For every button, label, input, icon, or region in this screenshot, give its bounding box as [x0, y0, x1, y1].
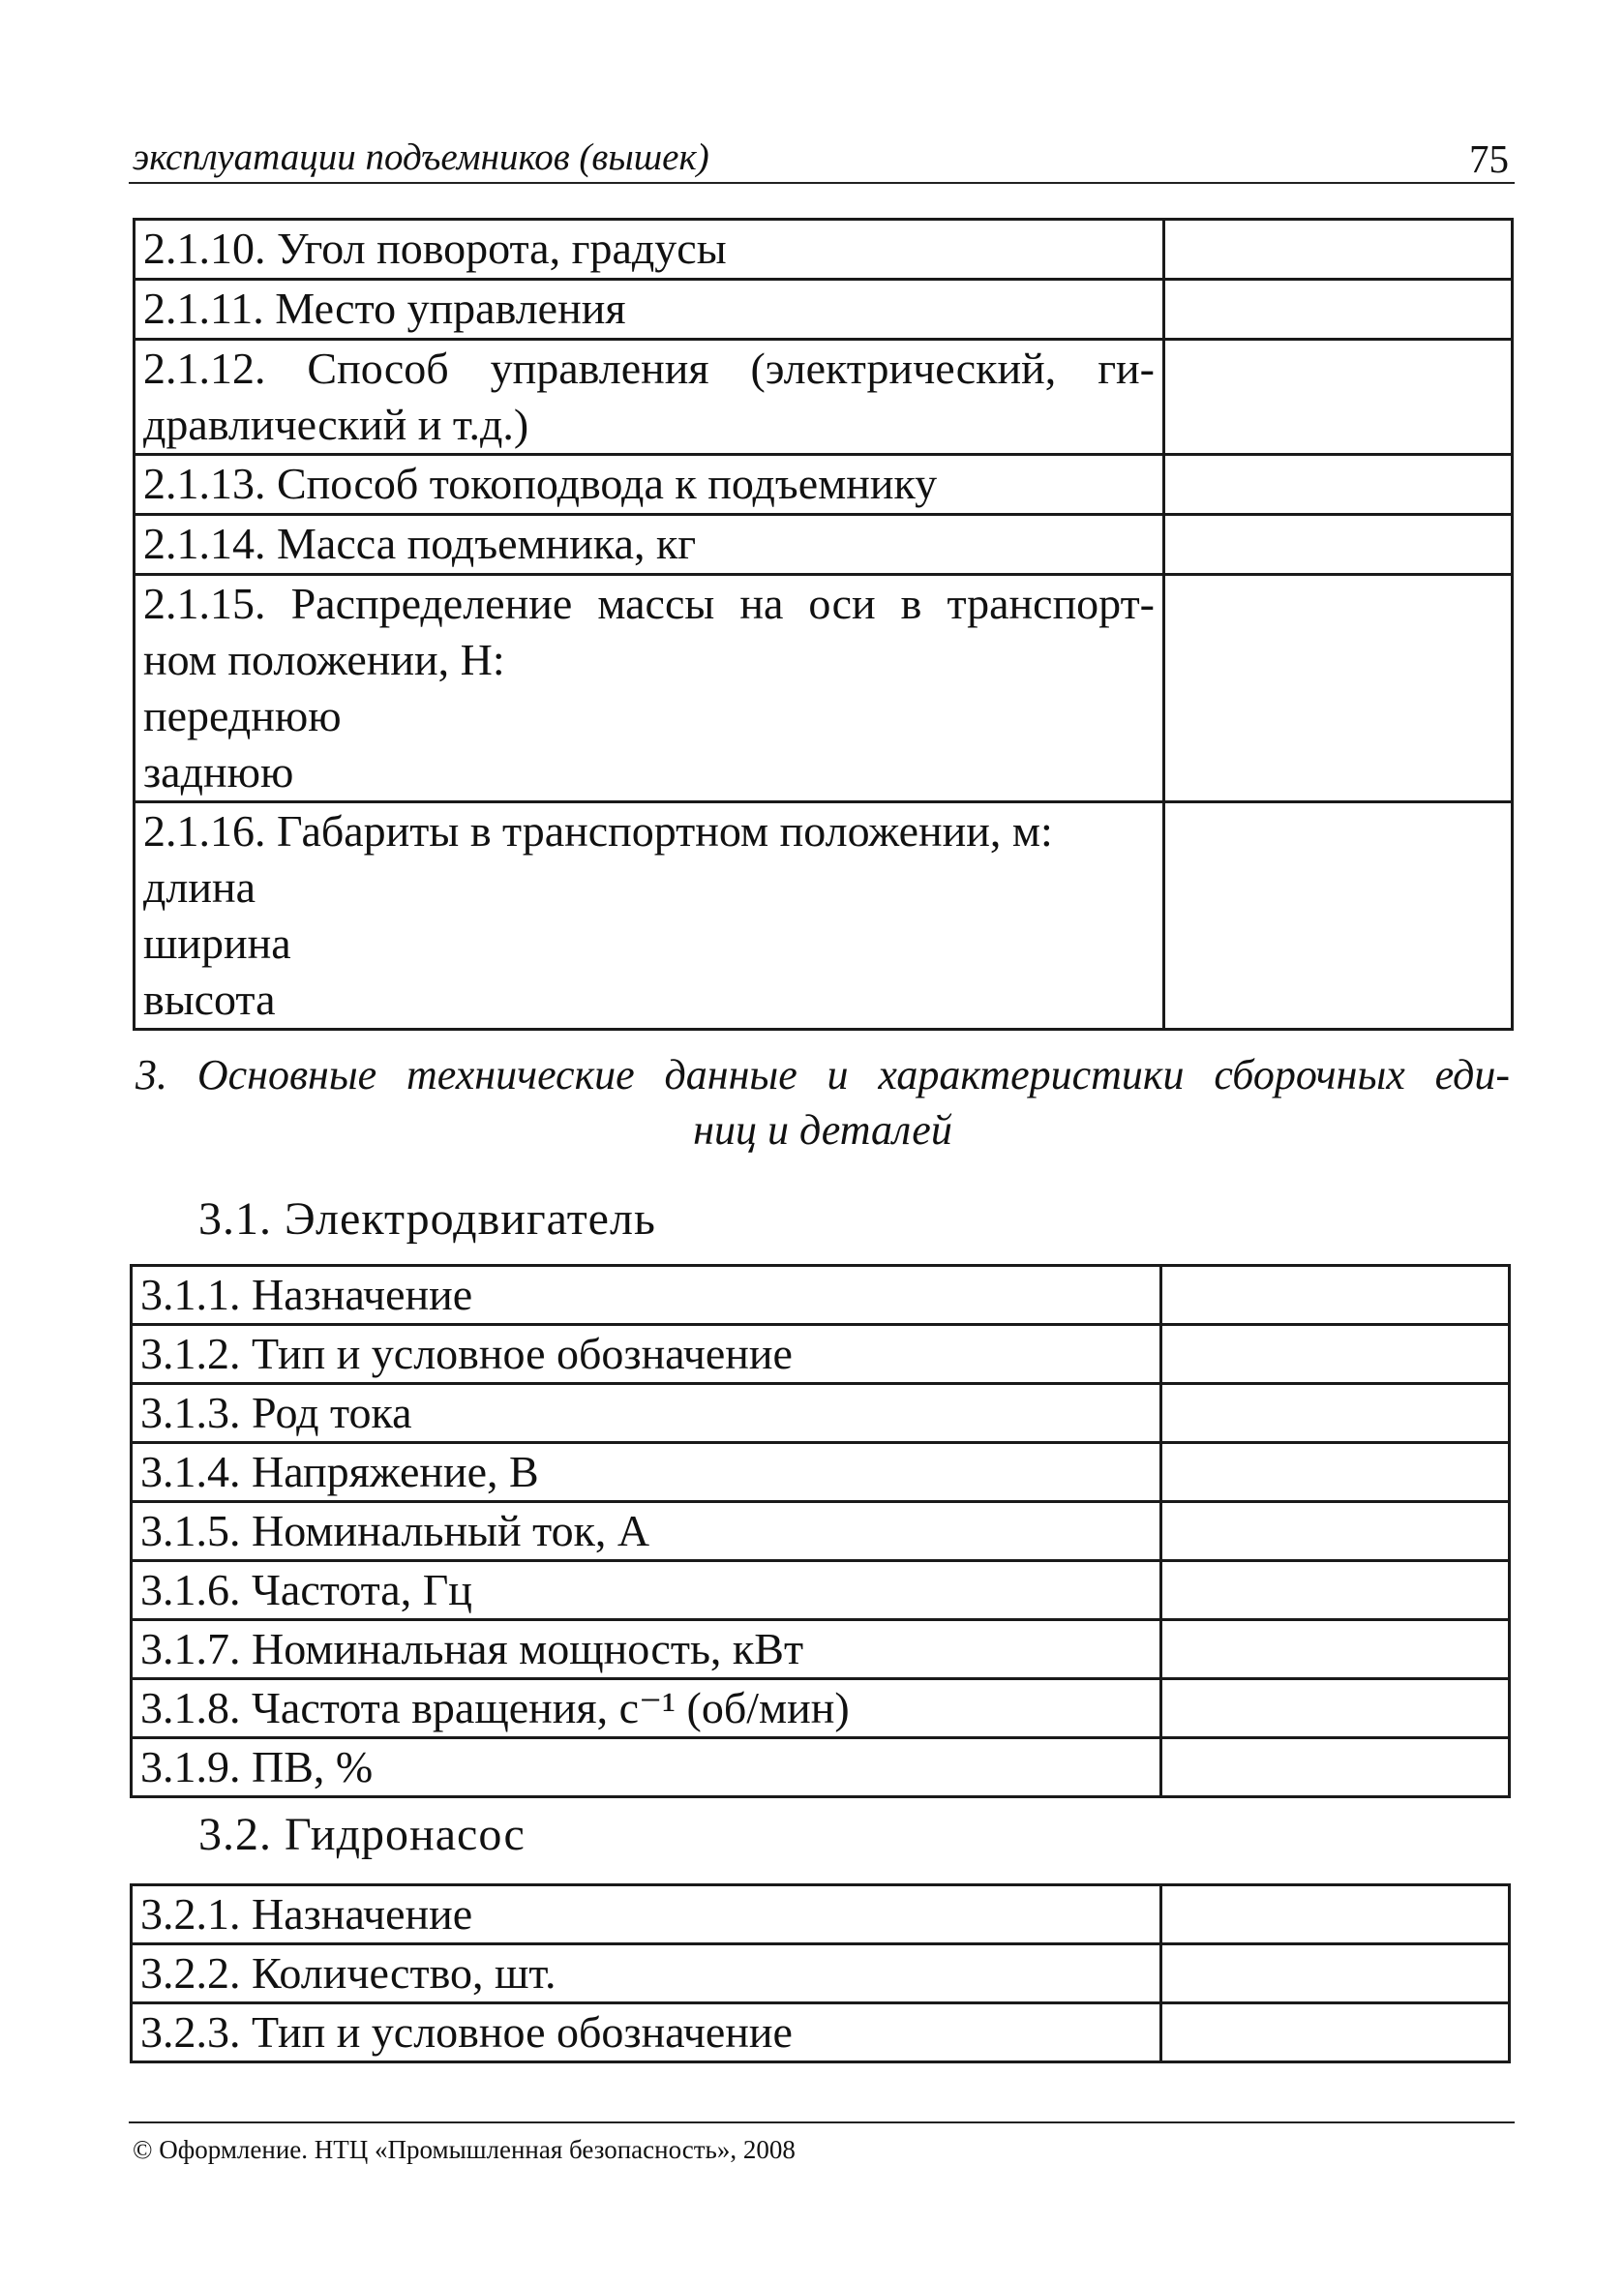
spec-value-cell — [1161, 1561, 1510, 1620]
table-row — [135, 575, 1513, 802]
table-row — [132, 1325, 1510, 1384]
spec-label-line: 2.1.16. Габариты в транспортном положении, м: — [143, 806, 1053, 856]
spec-label — [135, 340, 1164, 455]
spec-label-line: 2.1.15. Распределение массы на оси в транспорт- — [143, 579, 1155, 628]
spec-label-line: 2.1.11. Место управления — [143, 284, 626, 333]
subsection-heading: 3.1. Электродвигатель — [198, 1193, 656, 1245]
spec-value-cell — [1161, 1885, 1510, 1944]
section-title-line: 3. Основные технические данные и характеристики сборочных еди- — [135, 1051, 1510, 1098]
spec-label-line: 3.1.3. Род тока — [140, 1388, 412, 1437]
spec-label — [132, 1679, 1161, 1738]
spec-label-line: 3.1.8. Частота вращения, с⁻¹ (об/мин) — [140, 1683, 850, 1732]
spec-label — [132, 1443, 1161, 1502]
spec-label-line: 2.1.13. Способ токоподвода к подъемнику — [143, 459, 938, 508]
spec-value-cell — [1164, 575, 1513, 802]
copyright-text: © Оформление. НТЦ «Промышленная безопасность», 2008 — [133, 2135, 796, 2164]
spec-label-line: 2.1.14. Масса подъемника, кг — [143, 519, 697, 568]
spec-value-cell — [1161, 1443, 1510, 1502]
table-row — [135, 455, 1513, 515]
spec-value-cell — [1161, 1738, 1510, 1797]
table-row — [132, 2003, 1510, 2062]
spec-label — [132, 1944, 1161, 2003]
table-row — [135, 340, 1513, 455]
spec-label — [132, 1561, 1161, 1620]
spec-label-line: 3.1.5. Номинальный ток, А — [140, 1506, 650, 1555]
spec-value-cell — [1164, 455, 1513, 515]
table-row — [132, 1443, 1510, 1502]
table-row — [135, 220, 1513, 280]
spec-label — [132, 1384, 1161, 1443]
table-row — [132, 1885, 1510, 1944]
spec-label — [132, 1620, 1161, 1679]
spec-value-cell — [1164, 515, 1513, 575]
spec-label-line: ном положении, Н: — [143, 635, 505, 684]
spec-label-line: 3.1.9. ПВ, % — [140, 1742, 374, 1791]
spec-value-cell — [1161, 1384, 1510, 1443]
spec-value-cell — [1161, 1620, 1510, 1679]
table-hydraulic-pump — [130, 1883, 1511, 2063]
spec-label-line: переднюю — [143, 691, 342, 740]
table-row — [135, 515, 1513, 575]
table-row — [132, 1502, 1510, 1561]
subsection-heading: 3.2. Гидронасос — [198, 1809, 526, 1860]
section-title-line: ниц и деталей — [693, 1106, 952, 1154]
spec-value-cell — [1164, 280, 1513, 340]
table-1 — [133, 218, 1514, 1031]
page-footer — [129, 2121, 1515, 2164]
table-1-body — [135, 220, 1513, 1030]
spec-label — [135, 280, 1164, 340]
spec-label-line: дравлический и т.д.) — [143, 400, 529, 449]
spec-label — [132, 1885, 1161, 1944]
spec-label — [135, 575, 1164, 802]
spec-label — [135, 220, 1164, 280]
spec-label-line: 2.1.10. Угол поворота, градусы — [143, 224, 727, 273]
spec-label-line: 3.1.6. Частота, Гц — [140, 1565, 472, 1614]
spec-label-line: заднюю — [143, 747, 294, 797]
table-row — [132, 1738, 1510, 1797]
spec-value-cell — [1164, 220, 1513, 280]
table-row — [132, 1266, 1510, 1325]
spec-label — [135, 802, 1164, 1030]
spec-label — [135, 515, 1164, 575]
table-row — [132, 1679, 1510, 1738]
spec-label-line: 3.2.2. Количество, шт. — [140, 1948, 556, 1998]
table-row — [135, 280, 1513, 340]
table-electric-motor — [130, 1264, 1511, 1798]
table-row — [132, 1384, 1510, 1443]
spec-value-cell — [1164, 340, 1513, 455]
spec-label-line: 3.1.4. Напряжение, В — [140, 1447, 539, 1496]
spec-value-cell — [1164, 802, 1513, 1030]
page-number: 75 — [1469, 136, 1509, 181]
spec-value-cell — [1161, 1679, 1510, 1738]
spec-label — [132, 2003, 1161, 2062]
spec-value-cell — [1161, 1325, 1510, 1384]
spec-label-line: 3.1.1. Назначение — [140, 1270, 473, 1319]
spec-label — [135, 455, 1164, 515]
spec-label-line: высота — [143, 975, 276, 1024]
table-hydraulic-pump-body — [132, 1885, 1510, 2062]
spec-label — [132, 1266, 1161, 1325]
table-row — [135, 802, 1513, 1030]
spec-value-cell — [1161, 1266, 1510, 1325]
spec-value-cell — [1161, 1944, 1510, 2003]
spec-label-line: 3.1.7. Номинальная мощность, кВт — [140, 1624, 804, 1673]
table-row — [132, 1561, 1510, 1620]
spec-label — [132, 1738, 1161, 1797]
page-header — [129, 132, 1515, 184]
spec-value-cell — [1161, 1502, 1510, 1561]
spec-label — [132, 1325, 1161, 1384]
section-title — [135, 1047, 1510, 1158]
spec-label-line: длина — [143, 862, 256, 912]
table-row — [132, 1944, 1510, 2003]
spec-label-line: 2.1.12. Способ управления (электрический, ги- — [143, 344, 1155, 393]
table-row — [132, 1620, 1510, 1679]
spec-label — [132, 1502, 1161, 1561]
spec-label-line: 3.2.3. Тип и условное обозначение — [140, 2007, 793, 2057]
spec-label-line: ширина — [143, 918, 291, 968]
spec-label-line: 3.2.1. Назначение — [140, 1889, 473, 1939]
table-electric-motor-body — [132, 1266, 1510, 1797]
spec-label-line: 3.1.2. Тип и условное обозначение — [140, 1329, 793, 1378]
spec-value-cell — [1161, 2003, 1510, 2062]
running-title: эксплуатации подъемников (вышек) — [133, 136, 709, 178]
